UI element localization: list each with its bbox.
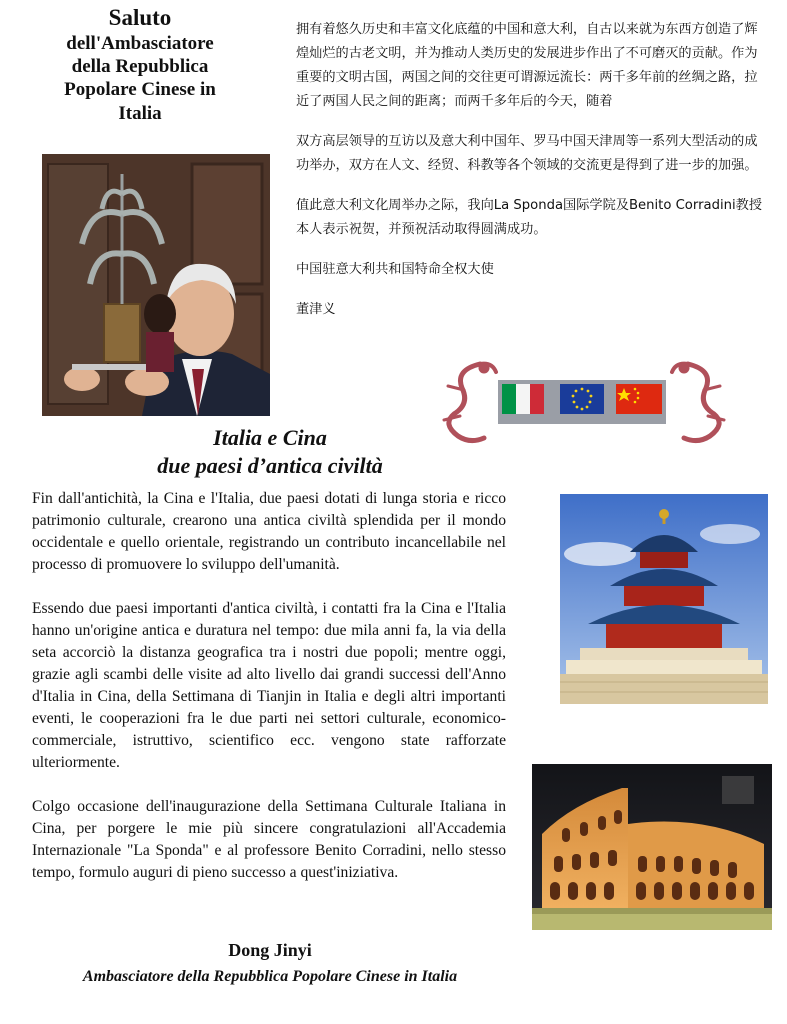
- temple-illustration: [560, 494, 768, 704]
- italian-paragraph-3: Colgo occasione dell'inaugurazione della Settimana Culturale Italiana in Cina, per porgere le mie più sincere congratulazioni all'Accademia Internazionale "La Sponda" e al professore Benito Corradini, nello stesso tempo, formulo auguri di pieno successo a quest'iniziativa.: [32, 798, 506, 881]
- section-title-line2: due paesi d’antica civiltà: [157, 453, 383, 478]
- header-title-line4: Popolare Cinese in: [64, 79, 216, 101]
- ambassador-photo-illustration: [42, 154, 270, 416]
- chinese-paragraph-2: 双方高层领导的互访以及意大利中国年、罗马中国天津周等一系列大型活动的成功举办，双方在人文、经贸、科教等各个领域的交流更是得到了进一步的加强。: [296, 134, 758, 173]
- signature-name: Dong Jinyi: [228, 940, 312, 960]
- header-title-line5: Italia: [118, 102, 162, 124]
- italian-paragraph-2: Essendo due paesi importanti d'antica civiltà, i contatti fra la Cina e l'Italia hanno un'origine antica e duratura nel tempo: due mila anni fa, la via della seta accorciò la distanza geografica tra i nostri due popoli; mentre oggi, grazie agli scambi delle visite ad alto livello dai grandi successi dell'Anno d'Italia in Cina, della Settimana di Tianjin in Italia e degli altri importanti eventi, le cooperazioni fra le due parti nei settori culturale, economico-commerciale, istruttivo, scientifico ecc. vengono state rafforzate ulteriormente.: [32, 600, 506, 771]
- flag-banner: [440, 356, 730, 446]
- signature-role: Ambasciatore della Repubblica Popolare Cinese in Italia: [82, 968, 458, 985]
- header-title-line1: Saluto: [108, 5, 172, 30]
- colosseum-image: [532, 764, 772, 930]
- italian-paragraph-1: Fin dall'antichità, la Cina e l'Italia, due paesi dotati di lunga storia e ricco patrimonio culturale, crearono una antica civiltà splendida per il mondo occidentale e quello orientale, registrando un contributo incancellabile nel processo di promuovere lo sviluppo dell'umanità.: [32, 490, 506, 573]
- chinese-paragraph-1: 拥有着悠久历史和丰富文化底蕴的中国和意大利，自古以来就为东西方创造了辉煌灿烂的古老文明，并为推动人类历史的发展进步作出了不可磨灭的贡献。作为重要的文明古国，两国之间的交往更可谓源远流长：两千多年前的丝绸之路，拉近了两国人民之间的距离；而两千多年后的今天，随着: [296, 22, 758, 109]
- section-title-line1: Italia e Cina: [213, 425, 327, 450]
- header-title-line3: della Repubblica: [71, 56, 209, 78]
- header-title: [40, 4, 240, 125]
- chinese-text-block: [296, 18, 766, 338]
- chinese-paragraph-3: 值此意大利文化周举办之际，我向La Sponda国际学院及Benito Corradini教授本人表示祝贺，并预祝活动取得圆满成功。: [296, 198, 763, 237]
- header-title-line2: dell'Ambasciatore: [66, 33, 214, 55]
- temple-of-heaven-image: [560, 494, 768, 704]
- italian-text-block: [32, 488, 506, 906]
- section-title: [60, 424, 480, 480]
- flags-and-dragons-graphic: [440, 356, 730, 446]
- ambassador-photo: [42, 154, 270, 416]
- chinese-ambassador-name: 董津义: [296, 302, 336, 317]
- right-dragon-icon: [672, 364, 724, 441]
- colosseum-illustration: [532, 764, 772, 930]
- chinese-ambassador-title: 中国驻意大利共和国特命全权大使: [296, 262, 494, 277]
